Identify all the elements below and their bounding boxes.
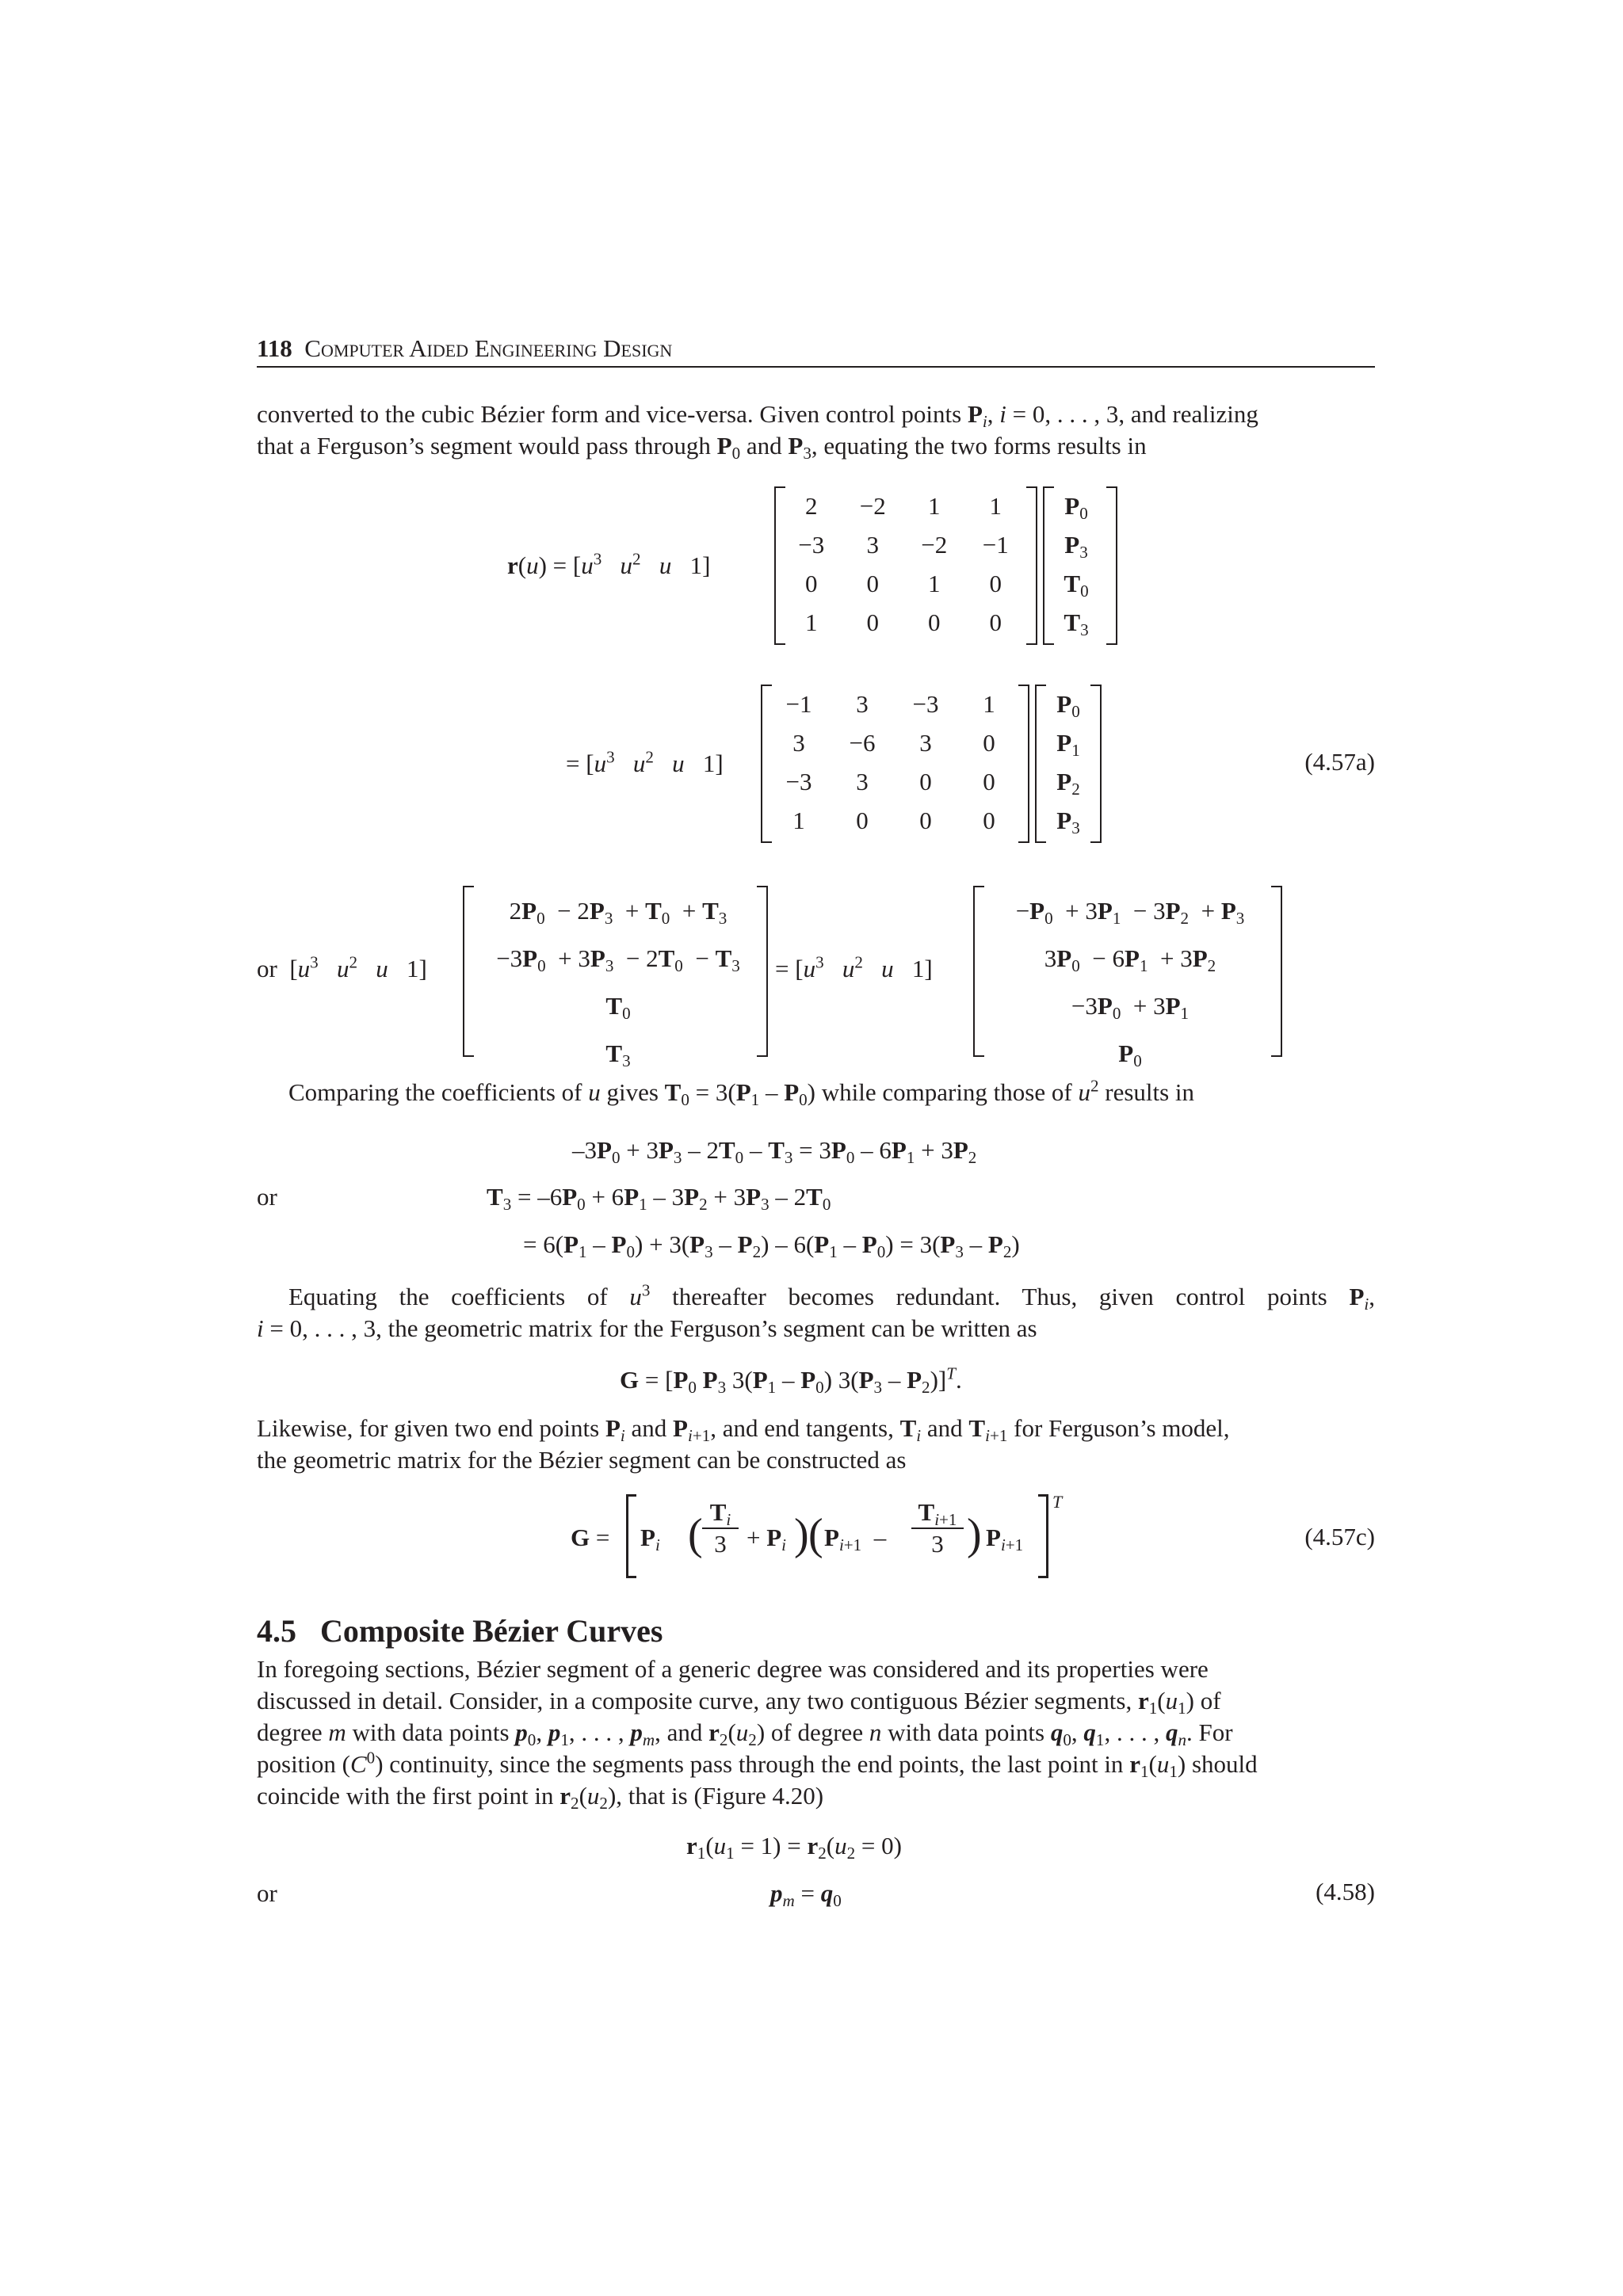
- para-likewise-line-2: the geometric matrix for the Bézier segment can be constructed as: [257, 1446, 907, 1474]
- deriv-line-2: $T_3 = -6P_0 + 6P_1 - 3P_2 + 3P_3 - 2T_0$: [487, 1183, 831, 1214]
- running-title: Computer Aided Engineering Design: [304, 334, 673, 362]
- eq2-matrix-cell-6: 3: [919, 729, 932, 757]
- intro-line-1: converted to the cubic Bézier form and vice-versa. Given control points $P_i$, i = 0, . . . , 3, and realizing: [257, 400, 1258, 431]
- eq2-vector-right-bracket: [1090, 685, 1102, 843]
- eq2-vector-cell-3: $P_3$: [1056, 807, 1080, 837]
- body-line-2: discussed in detail. Consider, in a composite curve, any two contiguous Bézier segments, $r_1(u_1)$ of: [257, 1687, 1221, 1718]
- eq1-matrix: [781, 486, 1026, 642]
- eq-number-4-57a: (4.57a): [1304, 748, 1375, 776]
- eq-G2-term-4: $P_{i+1}$: [986, 1524, 1024, 1554]
- eq-G2-right-bracket: [1038, 1494, 1048, 1578]
- eq2-matrix-cell-7: 0: [983, 729, 995, 757]
- eq2-matrix-cell-0: −1: [785, 690, 812, 718]
- eq-G1: $G = [P_0$ $P_3$ $3(P_1 - P_0)$ $3(P_3 - P_2)]^T$.: [620, 1363, 962, 1397]
- section-title: Composite Bézier Curves: [320, 1613, 663, 1649]
- eq-G2-paren-open-2: (: [808, 1510, 823, 1559]
- eq-G2-frac-2-den: 3: [911, 1527, 964, 1559]
- eq1-matrix-cell-15: 0: [989, 608, 1002, 636]
- eq2-vector: [1046, 685, 1090, 840]
- eq-G2: [571, 1489, 1078, 1585]
- deriv-line-1: $-3P_0 + 3P_3 - 2T_0 - T_3 = 3P_0 - 6P_1 + 3P_2$: [572, 1136, 977, 1167]
- eq1-matrix-cell-7: −1: [982, 531, 1009, 559]
- eq1-lhs: $r(u) = [u^3$ $u^2$ u 1]: [507, 549, 711, 579]
- eq1-vector-left-bracket: [1043, 486, 1054, 645]
- eq2-matrix-cell-9: 3: [856, 768, 869, 795]
- eq3-right-row-3: $-3P_0 + 3P_1$: [1071, 992, 1190, 1023]
- eq2-matrix-cell-13: 0: [856, 807, 869, 834]
- eq2-matrix-cell-10: 0: [919, 768, 932, 795]
- section-heading: [257, 1613, 663, 1650]
- page-number: 118: [257, 334, 292, 362]
- para-compare: Comparing the coefficients of u gives $T_0 = 3(P_1 - P_0)$ while comparing those of $u^2$ results in: [288, 1076, 1195, 1109]
- eq2-matrix: [767, 685, 1021, 840]
- eq-G2-lhs: G =: [571, 1524, 610, 1551]
- eq1-matrix-cell-13: 0: [866, 608, 879, 636]
- eq1-matrix-cell-8: 0: [805, 570, 818, 597]
- eq3-right-bracket-r: [1271, 886, 1282, 1057]
- para-likewise-line-1: Likewise, for given two end points $P_i$ and $P_{i+1}$, and end tangents, $T_i$ and $T_{i+1}$ for Ferguson’s model,: [257, 1414, 1230, 1445]
- eq-G2-paren-open-1: (: [688, 1510, 703, 1559]
- eq1-vector: [1054, 486, 1098, 642]
- eq1-matrix-cell-10: 1: [928, 570, 941, 597]
- eq2-matrix-cell-12: 1: [792, 807, 805, 834]
- eq3-left-row-3: $T_0$: [605, 992, 631, 1023]
- eq2-matrix-cell-5: −6: [849, 729, 876, 757]
- eq1-matrix-cell-6: −2: [921, 531, 948, 559]
- eq2-vector-cell-0: $P_0$: [1056, 690, 1080, 721]
- eq-last-line-1: $r_1(u_1 = 1) = r_2(u_2 = 0)$: [686, 1832, 902, 1863]
- eq1-vector-cell-0: $P_0$: [1064, 492, 1088, 523]
- header-rule: [257, 366, 1375, 368]
- body-line-4: position $(C^0)$ continuity, since the segments pass through the end points, the last point in $r_1(u_1)$ should: [257, 1748, 1258, 1781]
- body-line-1: In foregoing sections, Bézier segment of a generic degree was considered and its properties were: [257, 1655, 1209, 1683]
- eq3-left-row-4: $T_3$: [605, 1039, 631, 1070]
- eq1-matrix-cell-9: 0: [866, 570, 879, 597]
- eq-G2-frac-1-den: 3: [702, 1527, 739, 1559]
- eq1-matrix-right-bracket: [1026, 486, 1037, 645]
- eq1-matrix-cell-2: 1: [928, 492, 941, 520]
- eq3-left-row-1: $2P_0 - 2P_3 + T_0 + T_3$: [509, 897, 727, 928]
- eq-G2-frac-1-num: $T_i$: [709, 1498, 731, 1529]
- body-line-3: degree m with data points $p_0$, $p_1$, . . . , $p_m$, and $r_2(u_2)$ of degree n with data points $q_0$, $q_1$, . . . , $q_n$. For: [257, 1718, 1233, 1749]
- eq2-matrix-cell-2: −3: [912, 690, 939, 718]
- eq3-right-column: [980, 887, 1281, 1077]
- deriv-or: or: [257, 1183, 277, 1211]
- eq2-lhs: = [$u^3$ $u^2$ u 1]: [566, 747, 724, 777]
- eq2-vector-cell-1: $P_1$: [1056, 729, 1080, 760]
- eq1-vector-right-bracket: [1106, 486, 1117, 645]
- eq3-right-row-1: $-P_0 + 3P_1 - 3P_2 + P_3$: [1015, 897, 1245, 928]
- eq3-mid: = [$u^3$ $u^2$ u 1]: [775, 952, 933, 982]
- eq-G2-frac-2: [911, 1497, 964, 1559]
- eq-number-4-57c: (4.57c): [1304, 1523, 1375, 1550]
- eq1-matrix-cell-1: −2: [859, 492, 886, 520]
- eq1-vector-cell-3: $T_3$: [1064, 608, 1089, 639]
- eq1-matrix-cell-12: 1: [805, 608, 818, 636]
- eq2-matrix-right-bracket: [1018, 685, 1029, 843]
- eq1-matrix-cell-14: 0: [928, 608, 941, 636]
- eq-G2-frac-2-num: $T_{i+1}$: [918, 1498, 957, 1529]
- eq-G2-term-2: + $P_i$: [747, 1524, 787, 1554]
- eq1-vector-cell-1: $P_3$: [1064, 531, 1088, 562]
- eq-G2-frac-1: [702, 1497, 739, 1559]
- para-equating-line-2: i = 0, . . . , 3, the geometric matrix for the Ferguson’s segment can be written as: [257, 1314, 1037, 1342]
- eq1-matrix-cell-3: 1: [989, 492, 1002, 520]
- eq2-matrix-cell-1: 3: [856, 690, 869, 718]
- eq-G2-left-bracket: [626, 1494, 636, 1578]
- body-line-5: coincide with the first point in $r_2(u_2)$, that is (Figure 4.20): [257, 1782, 824, 1813]
- eq-G2-term-3: $P_{i+1}$ –: [824, 1524, 887, 1554]
- eq2-matrix-cell-14: 0: [919, 807, 932, 834]
- eq2-matrix-cell-11: 0: [983, 768, 995, 795]
- eq1-matrix-cell-5: 3: [866, 531, 879, 559]
- eq-last-or: or: [257, 1879, 277, 1907]
- eq2-matrix-cell-15: 0: [983, 807, 995, 834]
- eq1-matrix-cell-11: 0: [989, 570, 1002, 597]
- eq-G2-transpose: T: [1052, 1492, 1063, 1512]
- eq1-vector-cell-2: $T_0$: [1064, 570, 1089, 601]
- deriv-line-3: = $6(P_1 - P_0) + 3(P_3 - P_2) - 6(P_1 - P_0) = 3(P_3 - P_2)$: [523, 1230, 1020, 1261]
- intro-line-2: that a Ferguson’s segment would pass through $P_0$ and $P_3$, equating the two forms results in: [257, 432, 1147, 463]
- eq-G2-paren-close-1: ): [794, 1510, 809, 1559]
- page-header: [257, 333, 672, 364]
- section-number: 4.5: [257, 1613, 296, 1649]
- eq-G2-paren-close-2: ): [967, 1510, 982, 1559]
- eq3-right-row-4: $P_0$: [1118, 1039, 1142, 1070]
- eq1-matrix-cell-0: 2: [805, 492, 818, 520]
- eq1-matrix-cell-4: −3: [798, 531, 825, 559]
- eq2-vector-cell-2: $P_2$: [1056, 768, 1080, 799]
- eq3-left-column: [468, 887, 769, 1077]
- eq3-left-row-2: $-3P_0 + 3P_3 - 2T_0 - T_3$: [496, 944, 740, 975]
- eq2-matrix-cell-8: −3: [785, 768, 812, 795]
- eq2-matrix-cell-3: 1: [983, 690, 995, 718]
- eq-G2-term-1: $P_i$: [640, 1524, 660, 1554]
- eq2-vector-left-bracket: [1035, 685, 1046, 843]
- para-equating-line-1: Equating the coefficients of $u^3$ thereafter becomes redundant. Thus, given control points $P_i$,: [288, 1280, 1375, 1314]
- eq3-lhs: or [$u^3$ $u^2$ u 1]: [257, 952, 427, 982]
- eq-number-4-58: (4.58): [1316, 1878, 1375, 1905]
- eq3-left-bracket-r: [757, 886, 768, 1057]
- eq-last-line-2: $p_m = q_0$: [770, 1879, 842, 1910]
- eq2-matrix-cell-4: 3: [792, 729, 805, 757]
- eq3-right-row-2: $3P_0 - 6P_1 + 3P_2$: [1044, 944, 1216, 975]
